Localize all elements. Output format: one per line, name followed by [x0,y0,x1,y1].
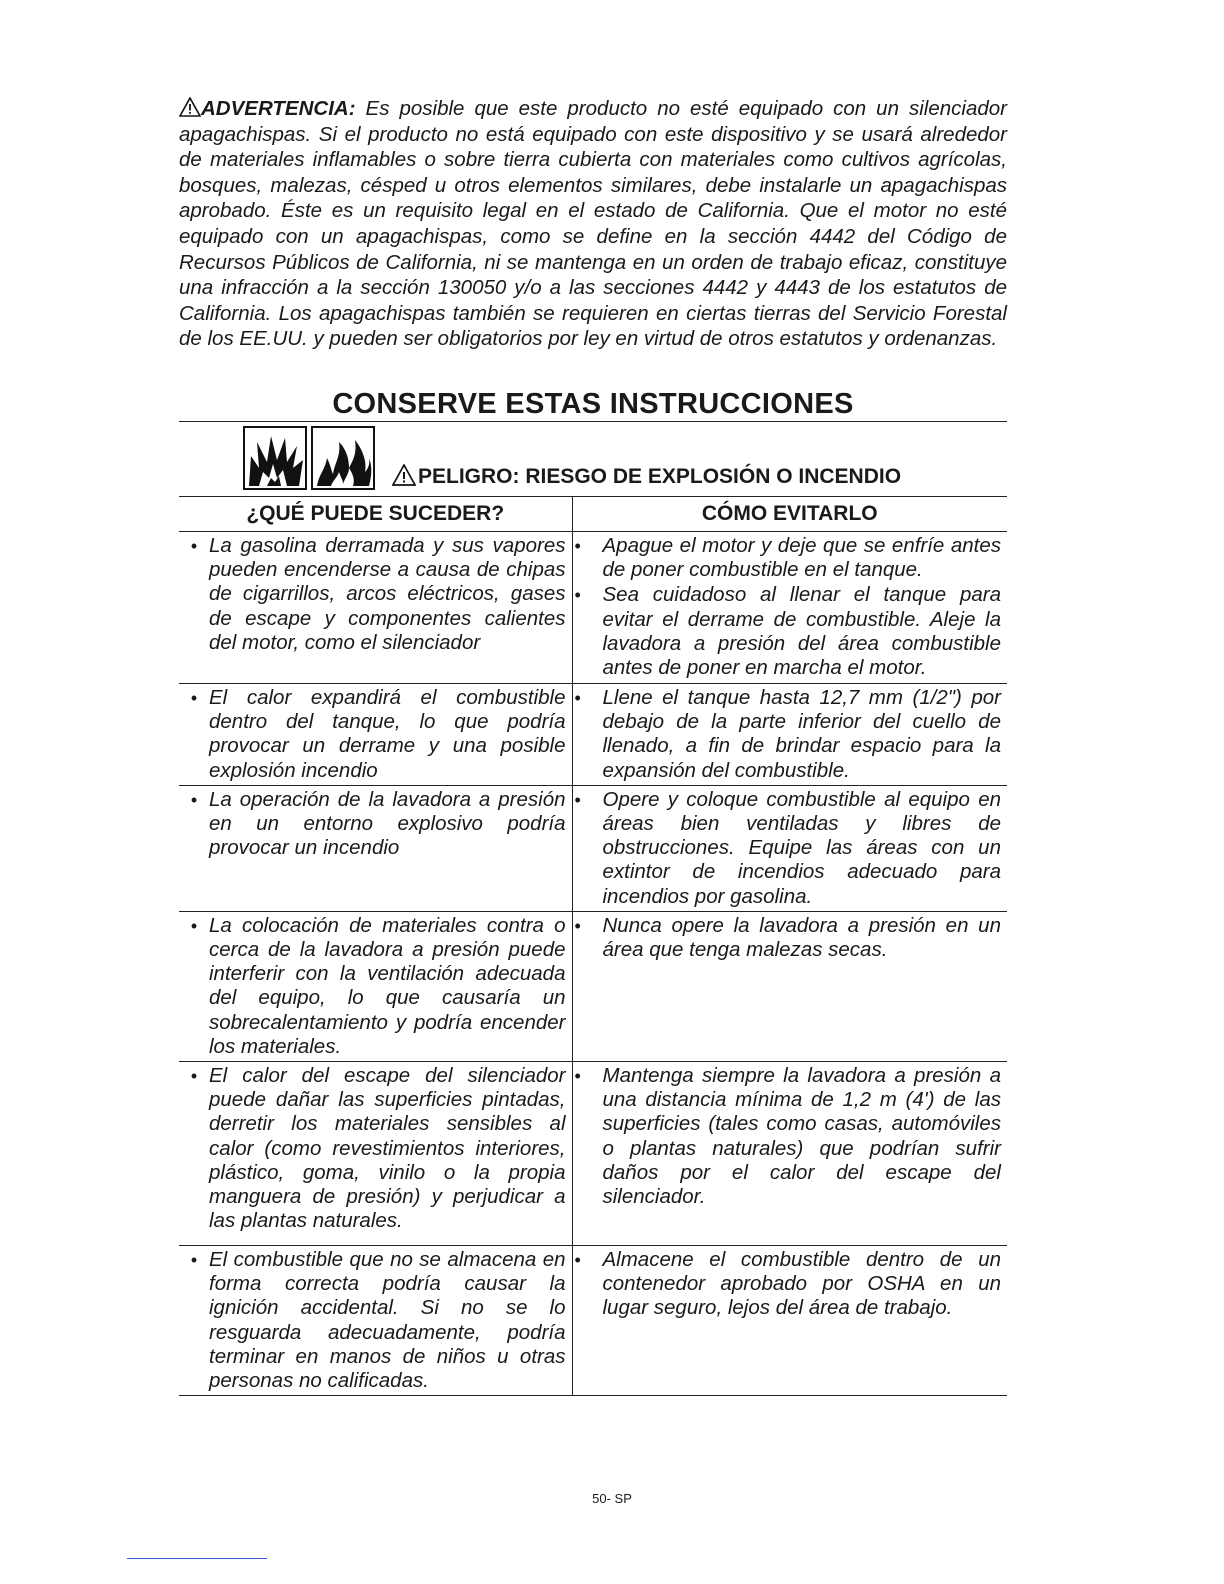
page-number: 50- SP [592,1491,632,1506]
list-item: • Sea cuidadoso al llenar el tanque para evitar el derrame de combustible. Aleje la lavadora a presión del área combustible antes de poner en marcha el motor. [574,583,1001,680]
list-item: • El calor expandirá el combustible dentro del tanque, lo que podría provocar un derrame y una posible explosión incendio [190,686,566,782]
danger-title [392,464,901,489]
list-item: • Opere y coloque combustible al equipo en áreas bien ventiladas y libres de obstrucciones. Equipe las áreas con un extintor de incendios adecuado para incendios por gasolina. [574,787,1001,908]
list-item: • Almacene el combustible dentro de un contenedor aprobado por OSHA en un lugar seguro, lejos del área de trabajo. [574,1248,1001,1320]
hazard-table [179,496,1007,1396]
danger-title-text: PELIGRO: RIESGO DE EXPLOSIÓN O INCENDIO [418,465,902,488]
warning-lead: ADVERTENCIA: [201,97,356,120]
warning-triangle-icon [392,464,416,486]
list-item: • La gasolina derramada y sus vapores pueden encenderse a causa de chipas de cigarrillos, arcos eléctricos, gases de escape y componentes calientes del motor, como el silenciador [190,534,566,654]
list-item: • Nunca opere la lavadora a presión en un área que tenga malezas secas. [574,913,1001,962]
section-divider [179,421,1007,422]
warning-text: Es posible que este producto no esté equipado con un silenciador apagachispas. Si el producto no está equipado con este dispositivo y se usará alrededor de materiales inflamables o sobre tierra cubierta con materiales como cultivos agrícolas, bosques, malezas, césped u otros elementos similares, debe instalarle un apagachispas aprobado. Éste es un requisito legal en el estado de California. Que el motor no esté equipado con un apagachispas, como se define en la sección 4442 del Código de Recursos Públicos de California, ni se mantenga en un orden de trabajo eficaz, constituye una infracción a la sección 130050 y/o a las secciones 4442 y 4443 de los estatutos de California. Los apagachispas también se requieren en ciertas tierras del Servicio Forestal de los EE.UU. y pueden ser obligatorios por ley en virtud de otros estatutos y ordenanzas. [179,97,1007,351]
column-header-what: ¿QUÉ PUEDE SUCEDER? [179,497,572,532]
list-item: • El calor del escape del silenciador puede dañar las superficies pintadas, derretir los materiales sensibles al calor (como revestimientos interiores, plástico, goma, vinilo o la propia manguera de presión) y perjudicar a las plantas naturales. [190,1064,566,1233]
save-instructions-title: CONSERVE ESTAS INSTRUCCIONES [332,388,854,420]
warning-paragraph [179,96,1007,352]
explosion-icon [243,426,307,490]
fire-icon [311,426,375,490]
list-item: • La colocación de materiales contra o cerca de la lavadora a presión puede interferir con la ventilación adecuada del equipo, lo que causaría un sobrecalentamiento y podría encender los materiales. [190,913,566,1058]
table-row [179,684,1007,786]
list-item: • Mantenga siempre la lavadora a presión a una distancia mínima de 1,2 m (4') de las superficies (tales como casas, automóviles o plantas naturales) que podrían sufrir daños por el calor del escape del silenciador. [574,1064,1001,1209]
table-row [179,1246,1007,1396]
table-row [179,785,1007,911]
warning-triangle-icon [179,97,201,117]
table-row [179,1062,1007,1246]
column-header-how: CÓMO EVITARLO [572,497,1007,532]
hazard-icons [243,426,375,490]
list-item: • Llene el tanque hasta 12,7 mm (1/2") por debajo de la parte inferior del cuello de llenado, a fin de brindar espacio para la expansión del combustible. [574,686,1001,782]
table-row [179,911,1007,1061]
list-item: • La operación de la lavadora a presión en un entorno explosivo podría provocar un incendio [190,787,566,860]
list-item: • El combustible que no se almacena en forma correcta podría causar la ignición accidental. Si no se lo resguarda adecuadamente, podría terminar en manos de niños u otras personas no calificadas. [190,1248,566,1393]
footer-rule [127,1558,267,1559]
table-row [179,532,1007,684]
list-item: • Apague el motor y deje que se enfríe antes de poner combustible en el tanque. [574,534,1001,582]
